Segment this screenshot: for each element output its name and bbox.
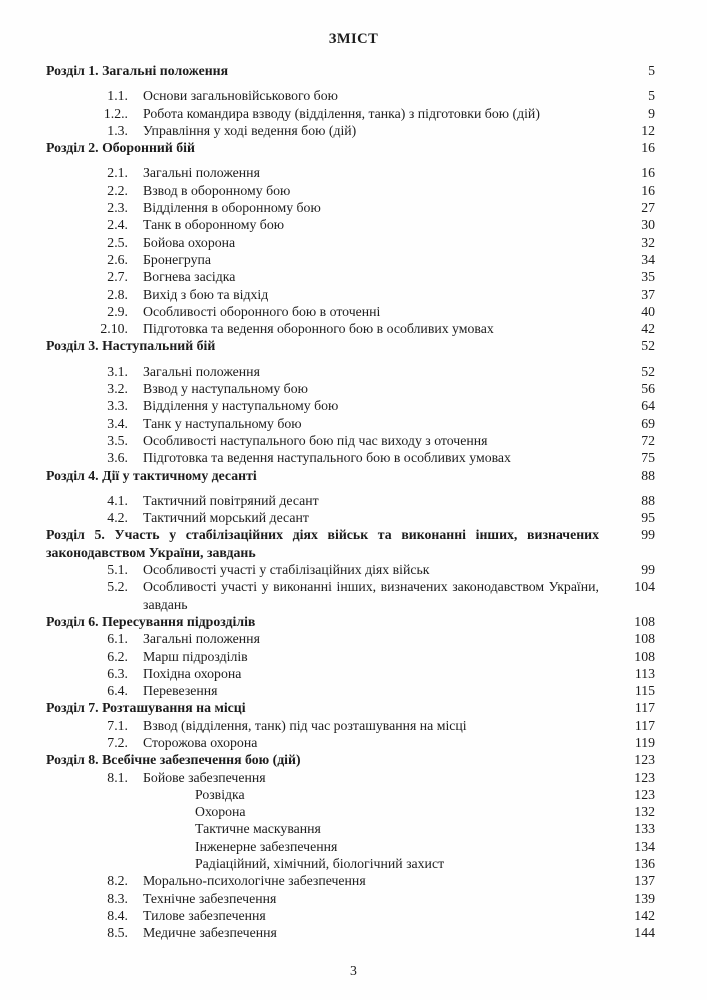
- page-number: 69: [641, 415, 655, 431]
- page-number: 16: [641, 165, 655, 181]
- page-number: 42: [641, 321, 655, 337]
- section-number: 3.3.: [107, 398, 128, 414]
- page-number: 108: [634, 648, 655, 664]
- entry-title: Вогнева засідка: [143, 269, 236, 285]
- page-number: 16: [641, 140, 655, 156]
- page-number: 56: [641, 381, 655, 397]
- toc-entry-row: [46, 803, 655, 820]
- entry-title: Загальні положення: [143, 363, 260, 379]
- page-number: 144: [634, 925, 655, 941]
- page-number: 132: [634, 804, 655, 820]
- entry-title: Розвідка: [195, 786, 245, 802]
- toc-entry-row: [46, 182, 655, 199]
- entry-title: Танк в оборонному бою: [143, 217, 285, 233]
- section-number: 3.4.: [107, 415, 128, 431]
- entry-title: Взвод (відділення, танк) під час розташування на місці: [143, 717, 467, 733]
- toc-entry-row: [46, 630, 655, 647]
- page-number: 123: [634, 769, 655, 785]
- toc-entry-row: [46, 216, 655, 233]
- toc-entry-row: [46, 87, 655, 104]
- section-number: 5.2.: [107, 579, 128, 595]
- section-number: 6.1.: [107, 631, 128, 647]
- chapter-label: Розділ 4. Дії у тактичному десанті: [46, 467, 257, 483]
- toc-entry-row: [46, 734, 655, 751]
- entry-title: Марш підрозділів: [143, 648, 248, 664]
- toc-entry-row: [46, 449, 655, 466]
- section-number: 1.2..: [103, 105, 128, 121]
- page-number: 30: [641, 217, 655, 233]
- toc-entry-row: [46, 164, 655, 181]
- toc-entry-row: [46, 578, 655, 613]
- toc-entry-row: [46, 122, 655, 139]
- section-number: 7.2.: [107, 734, 128, 750]
- toc-chapter-row: [46, 467, 655, 484]
- entry-title: Загальні положення: [143, 631, 260, 647]
- section-number: 4.2.: [107, 510, 128, 526]
- toc-entry-row: [46, 890, 655, 907]
- entry-title: Похідна охорона: [143, 665, 242, 681]
- page-number: 5: [648, 63, 655, 78]
- page-number: 37: [641, 286, 655, 302]
- page-title: ЗМІСТ: [328, 31, 379, 47]
- entry-title: Танк у наступальному бою: [143, 415, 302, 431]
- toc-entry-row: [46, 509, 655, 526]
- entry-title: Підготовка та ведення наступального бою в особливих умовах: [143, 450, 511, 466]
- entry-title: Інженерне забезпечення: [195, 838, 338, 854]
- chapter-label: Розділ 2. Оборонний бій: [46, 140, 195, 156]
- entry-title: Підготовка та ведення оборонного бою в особливих умовах: [143, 321, 494, 337]
- page-number: 108: [634, 631, 655, 647]
- section-number: 2.4.: [107, 217, 128, 233]
- entry-title: Тактичний морський десант: [143, 510, 309, 526]
- toc-entry-row: [46, 303, 655, 320]
- page-number: 142: [634, 907, 655, 923]
- section-number: 2.3.: [107, 200, 128, 216]
- entry-title: Морально-психологічне забезпечення: [143, 873, 366, 889]
- page-number: 12: [641, 122, 655, 138]
- entry-title: Особливості наступального бою під час виходу з оточення: [143, 432, 488, 448]
- toc-entry-row: [46, 286, 655, 303]
- section-number: 1.3.: [107, 122, 128, 138]
- toc-entry-row: [46, 872, 655, 889]
- entry-title: Технічне забезпечення: [143, 890, 277, 906]
- section-number: 6.4.: [107, 683, 128, 699]
- toc-entry-row: [46, 234, 655, 251]
- chapter-label: Розділ 3. Наступальний бій: [46, 338, 216, 354]
- entry-title: Особливості оборонного бою в оточенні: [143, 303, 381, 319]
- page-number: 34: [641, 251, 655, 267]
- toc-chapter-row: [46, 526, 655, 561]
- chapter-label: Розділ 8. Всебічне забезпечення бою (дій): [46, 752, 301, 768]
- section-number: 2.8.: [107, 286, 128, 302]
- section-number: 6.3.: [107, 665, 128, 681]
- toc-entry-row: [46, 268, 655, 285]
- page-number: 137: [634, 873, 655, 889]
- section-number: 3.1.: [107, 363, 128, 379]
- section-number: 4.1.: [107, 492, 128, 508]
- page-number: 104: [634, 579, 655, 595]
- page-number: 99: [641, 562, 655, 578]
- section-number: 2.5.: [107, 234, 128, 250]
- entry-title: Відділення в оборонному бою: [143, 200, 321, 216]
- section-number: 8.1.: [107, 769, 128, 785]
- section-number: 8.5.: [107, 925, 128, 941]
- toc-entry-row: [46, 717, 655, 734]
- toc-entry-row: [46, 648, 655, 665]
- page-number: 40: [641, 303, 655, 319]
- entry-title: Взвод у наступальному бою: [143, 381, 308, 397]
- section-number: 3.5.: [107, 432, 128, 448]
- page-number: 115: [634, 683, 655, 699]
- footer-page-number: 3: [350, 963, 357, 978]
- toc-entry-row: [46, 924, 655, 941]
- page-number: 113: [634, 665, 655, 681]
- entry-title: Тактичне маскування: [195, 821, 321, 837]
- section-number: 8.2.: [107, 873, 128, 889]
- entry-title: Бойове забезпечення: [143, 769, 266, 785]
- entry-title: Медичне забезпечення: [143, 925, 277, 941]
- section-number: 5.1.: [107, 562, 128, 578]
- entry-title: Перевезення: [143, 683, 218, 699]
- entry-title: Основи загальновійськового бою: [143, 88, 338, 104]
- toc-entry-row: [46, 665, 655, 682]
- entry-title: Взвод в оборонному бою: [143, 182, 291, 198]
- page-number: 108: [634, 613, 655, 629]
- page-number: 134: [634, 838, 655, 854]
- chapter-label: Розділ 6. Пересування підрозділів: [46, 613, 256, 629]
- section-number: 3.6.: [107, 450, 128, 466]
- page-number: 16: [641, 182, 655, 198]
- entry-title: Загальні положення: [143, 165, 260, 181]
- toc-entry-row: [46, 320, 655, 337]
- toc-entry-row: [46, 682, 655, 699]
- section-number: 2.7.: [107, 269, 128, 285]
- toc-entry-row: [46, 363, 655, 380]
- entry-title: Тактичний повітряний десант: [143, 492, 319, 508]
- entry-title: Охорона: [195, 804, 246, 820]
- toc-chapter-row: [46, 613, 655, 630]
- entry-title: Бронегрупа: [143, 251, 212, 267]
- toc-chapter-row: [46, 62, 655, 79]
- page-number: 117: [634, 700, 655, 716]
- section-number: 2.6.: [107, 251, 128, 267]
- page-number: 123: [634, 786, 655, 802]
- section-number: 7.1.: [107, 717, 128, 733]
- page-number: 75: [641, 450, 655, 466]
- page-number: 35: [641, 269, 655, 285]
- page-number: 95: [641, 510, 655, 526]
- toc-entry-row: [46, 907, 655, 924]
- page-number: 99: [641, 527, 655, 543]
- entry-title: Тилове забезпечення: [143, 907, 266, 923]
- page-number: 5: [648, 88, 655, 104]
- page-number: 136: [634, 856, 655, 872]
- toc-entry-row: [46, 415, 655, 432]
- entry-title: Особливості участі у стабілізаційних діях військ: [143, 562, 430, 578]
- section-number: 2.1.: [107, 165, 128, 181]
- section-number: 3.2.: [107, 381, 128, 397]
- page-number: 32: [641, 234, 655, 250]
- toc-chapter-row: [46, 751, 655, 768]
- section-number: 8.3.: [107, 890, 128, 906]
- toc-chapter-row: [46, 139, 655, 156]
- page-number: 72: [641, 432, 655, 448]
- toc-entry-row: [46, 838, 655, 855]
- page-number: 27: [641, 200, 655, 216]
- toc-entry-row: [46, 432, 655, 449]
- toc-chapter-row: [46, 337, 655, 354]
- toc-entry-row: [46, 397, 655, 414]
- page-number: 52: [641, 338, 655, 354]
- page-number: 88: [641, 492, 655, 508]
- page-number: 88: [641, 467, 655, 483]
- toc-entry-row: [46, 786, 655, 803]
- section-number: 1.1.: [107, 88, 128, 104]
- entry-title: Вихід з бою та відхід: [143, 286, 269, 302]
- toc-entry-row: [46, 251, 655, 268]
- toc-entry-row: [46, 492, 655, 509]
- page-number: 139: [634, 890, 655, 906]
- page-number: 119: [634, 734, 655, 750]
- toc-entry-row: [46, 380, 655, 397]
- page-number: 9: [648, 105, 655, 121]
- entry-title: Відділення у наступальному бою: [143, 398, 339, 414]
- section-number: 8.4.: [107, 907, 128, 923]
- section-number: 2.9.: [107, 303, 128, 319]
- toc-entry-row: [46, 199, 655, 216]
- toc-entry-row: [46, 105, 655, 122]
- toc-chapter-row: [46, 699, 655, 716]
- page-number: 64: [641, 398, 655, 414]
- entry-title: Робота командира взводу (відділення, танка) з підготовки бою (дій): [143, 105, 540, 121]
- entry-title: Бойова охорона: [143, 234, 236, 250]
- chapter-label: Розділ 1. Загальні положення: [46, 63, 229, 78]
- entry-title: Особливості участі у виконанні інших, визначених законодавством України, завдань: [143, 579, 599, 612]
- toc-entry-row: [46, 855, 655, 872]
- entry-title: Управління у ході ведення бою (дій): [143, 122, 357, 138]
- chapter-label: Розділ 5. Участь у стабілізаційних діях військ та виконанні інших, визначених законодавством України, завдань: [46, 527, 599, 560]
- entry-title: Сторожова охорона: [143, 734, 258, 750]
- section-number: 2.2.: [107, 182, 128, 198]
- chapter-label: Розділ 7. Розташування на місці: [46, 700, 246, 716]
- toc-entry-row: [46, 820, 655, 837]
- page-number: 133: [634, 821, 655, 837]
- toc-entry-row: [46, 561, 655, 578]
- page-number: 123: [634, 752, 655, 768]
- toc-entry-row: [46, 769, 655, 786]
- toc-list: [46, 62, 655, 942]
- entry-title: Радіаційний, хімічний, біологічний захист: [195, 856, 445, 872]
- section-number: 2.10.: [100, 321, 128, 337]
- page-number: 117: [634, 717, 655, 733]
- section-number: 6.2.: [107, 648, 128, 664]
- page-number: 52: [641, 363, 655, 379]
